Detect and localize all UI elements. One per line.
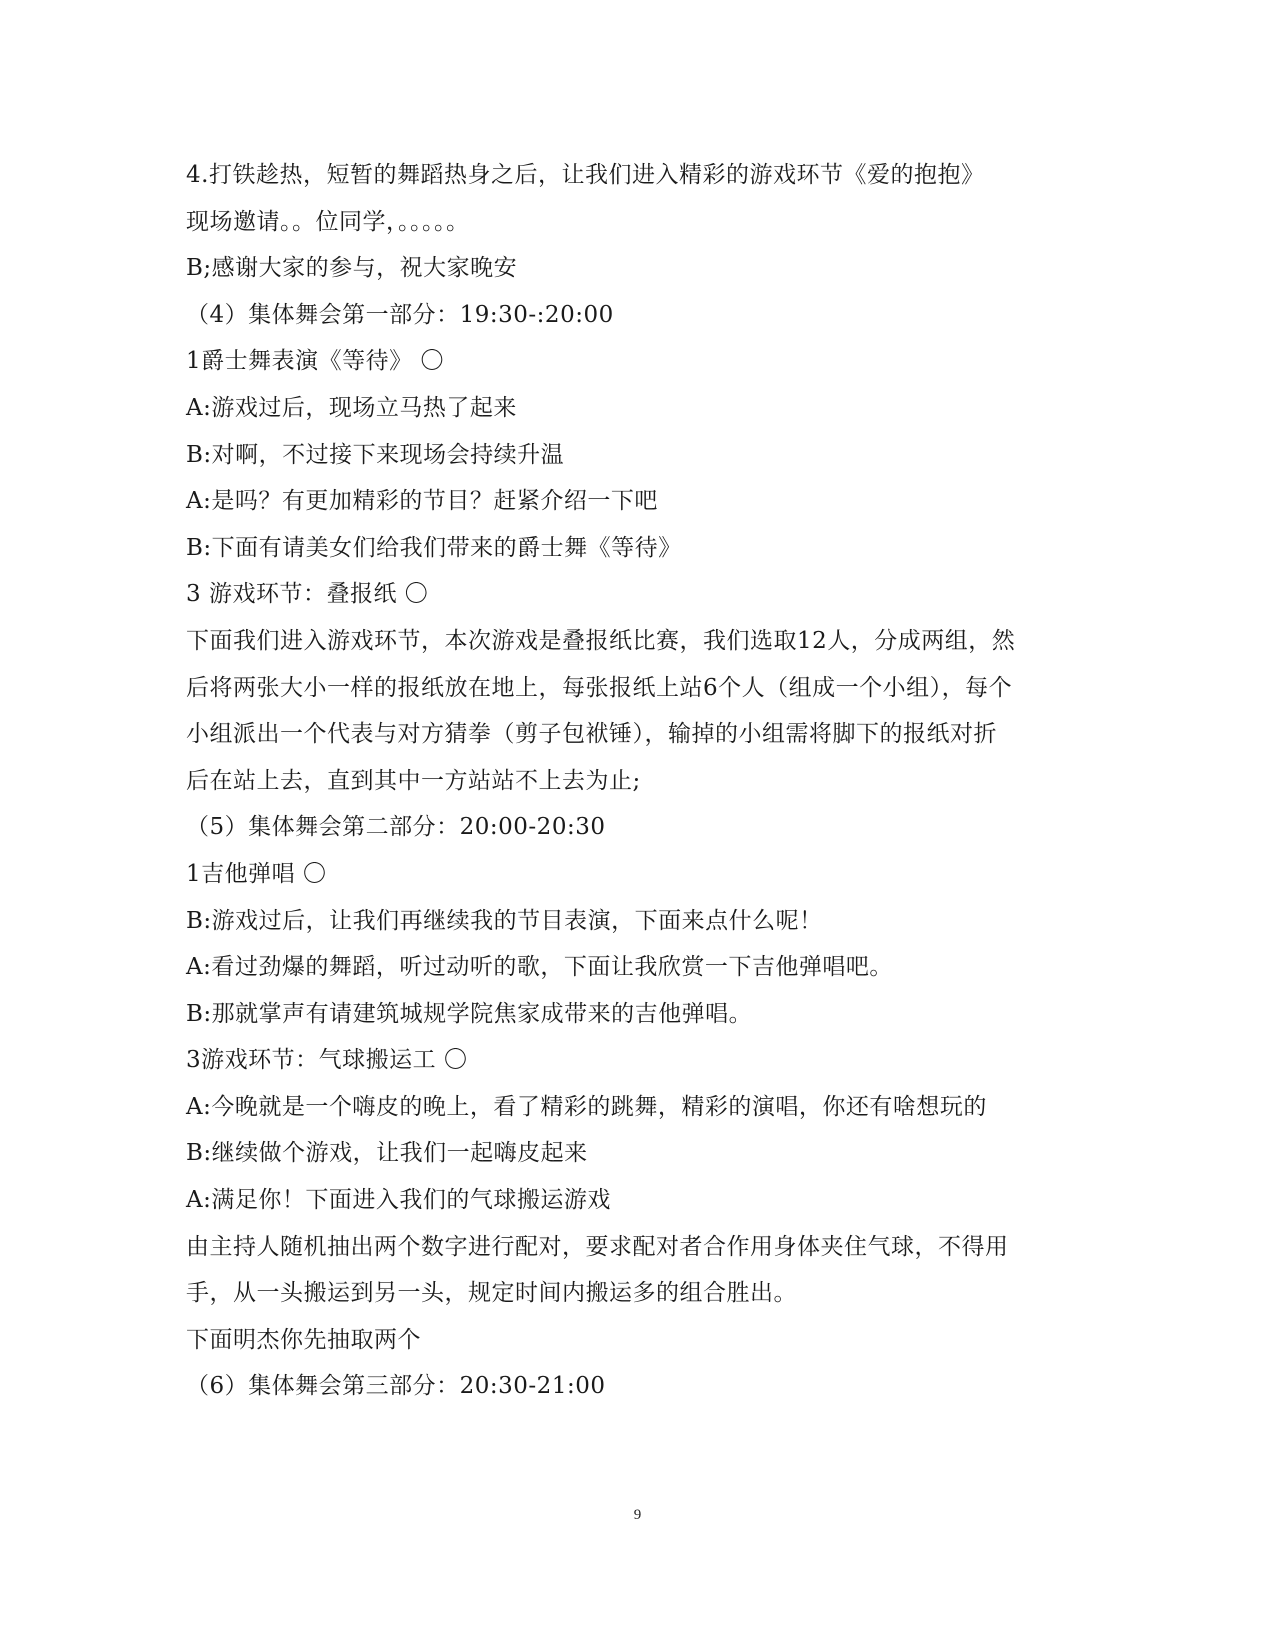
text-line: B:那就掌声有请建筑城规学院焦家成带来的吉他弹唱。 — [186, 1000, 753, 1027]
text-line: A:看过劲爆的舞蹈，听过动听的歌，下面让我欣赏一下吉他弹唱吧。 — [186, 954, 893, 981]
program-item: 3游戏环节：气球搬运工 〇 — [186, 1047, 468, 1074]
text-line: A:满足你！下面进入我们的气球搬运游戏 — [186, 1187, 611, 1214]
text-line: B;感谢大家的参与，祝大家晚安 — [186, 255, 518, 282]
document-body — [186, 152, 1046, 1410]
section-heading: （4）集体舞会第一部分：19:30-:20:00 — [186, 301, 614, 328]
text-line: 手，从一头搬运到另一头，规定时间内搬运多的组合胜出。 — [186, 1280, 797, 1307]
text-line: B:下面有请美女们给我们带来的爵士舞《等待》 — [186, 534, 682, 561]
text-line: 下面明杰你先抽取两个 — [186, 1326, 421, 1353]
program-item: 1吉他弹唱 〇 — [186, 860, 327, 887]
text-line: 小组派出一个代表与对方猜拳（剪子包袱锤），输掉的小组需将脚下的报纸对折 — [186, 721, 997, 748]
text-line: B:继续做个游戏，让我们一起嗨皮起来 — [186, 1140, 588, 1167]
text-line: 下面我们进入游戏环节，本次游戏是叠报纸比赛，我们选取12人，分成两组，然 — [186, 627, 1016, 654]
text-line: A:今晚就是一个嗨皮的晚上，看了精彩的跳舞，精彩的演唱，你还有啥想玩的 — [186, 1093, 987, 1120]
text-line: 现场邀请。。位同学，。。。。。 — [186, 208, 470, 235]
text-line: B:对啊，不过接下来现场会持续升温 — [186, 441, 565, 468]
program-item: 3 游戏环节：叠报纸 〇 — [186, 581, 429, 608]
text-line: B:游戏过后，让我们再继续我的节目表演，下面来点什么呢！ — [186, 907, 823, 934]
text-line: 后在站上去，直到其中一方站站不上去为止; — [186, 767, 641, 794]
program-item: 1爵士舞表演《等待》 〇 — [186, 348, 444, 375]
text-line: 由主持人随机抽出两个数字进行配对，要求配对者合作用身体夹住气球，不得用 — [186, 1233, 1009, 1260]
text-line: A:是吗？有更加精彩的节目？赶紧介绍一下吧 — [186, 488, 658, 515]
section-heading: （6）集体舞会第三部分：20:30-21:00 — [186, 1373, 606, 1400]
text-line: 4.打铁趁热，短暂的舞蹈热身之后，让我们进入精彩的游戏环节《爱的抱抱》 — [186, 162, 985, 188]
section-heading: （5）集体舞会第二部分：20:00-20:30 — [186, 814, 606, 841]
text-line: A:游戏过后，现场立马热了起来 — [186, 394, 517, 421]
page-number: 9 — [633, 1507, 642, 1523]
text-line: 后将两张大小一样的报纸放在地上，每张报纸上站6个人（组成一个小组），每个 — [186, 674, 1013, 701]
